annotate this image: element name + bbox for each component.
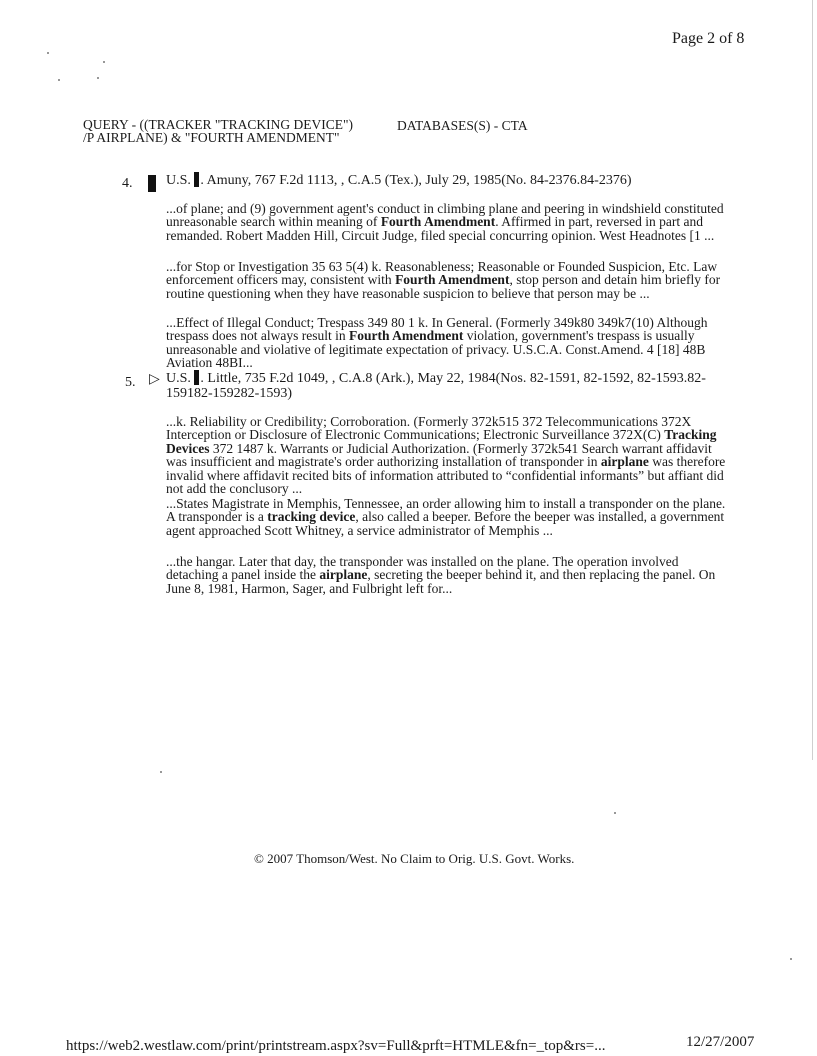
scan-speck [614, 812, 616, 814]
snippet-text: was therefore invalid where affidavit recited bits of information attributed to “confidential informants” but affiant did not add the conclusory ... [166, 454, 726, 497]
keyword-hit: Fourth Amendment [348, 328, 464, 344]
result-number: 4. [122, 176, 133, 191]
scan-speck [160, 771, 162, 773]
snippet-text: violation, government's trespass is usually unreasonable and violative of legitimate expectation of privacy. U.S.C.A. Const.Amend. 4 [18] 48B Aviation 48BI... [166, 328, 706, 371]
keyword-hit: airplane [319, 567, 368, 583]
snippet-text: , stop person and detain him briefly for routine questioning when they have reasonable suspicion to believe that person may be ... [166, 272, 721, 301]
keyword-hit: airplane [600, 454, 649, 470]
snippet-text: ...the hangar. Later that day, the transponder was installed on the plane. The operation involved detaching a panel inside the [166, 554, 679, 583]
keyword-hit: Fourth Amendment [395, 272, 510, 288]
snippet-text: ...of plane; and (9) government agent's conduct in climbing plane and peering in windshield constituted unreasonable search within meaning of [166, 201, 724, 230]
snippet-text: ...k. Reliability or Credibility; Corroboration. (Formerly 372k515 372 Telecommunications 372X Interception or Disclosure of Electronic Communications; Electronic Surveillance 372X(C) [166, 414, 692, 443]
result-citation-link[interactable] [166, 370, 721, 401]
result-number: 5. [125, 375, 136, 390]
red-flag-icon [148, 175, 156, 192]
snippet-text: , also called a beeper. Before the beeper was installed, a government agent approached Scott Whitney, a service administrator of Memphis ... [166, 509, 725, 538]
scan-speck [47, 52, 49, 54]
citation-prefix: U.S. [166, 371, 195, 386]
scan-speck [58, 79, 60, 81]
result-citation-link[interactable] [166, 172, 632, 188]
snippet-text: , secreting the beeper behind it, and then replacing the panel. On June 8, 1981, Harmon, Sager, and Fulbright left for... [166, 567, 716, 596]
scan-speck [97, 77, 99, 79]
keyword-hit: tracking device [267, 509, 356, 525]
result-snippet [166, 202, 726, 242]
result-snippet [166, 415, 726, 495]
citation-prefix: U.S. [166, 173, 195, 188]
snippet-text: ...Effect of Illegal Conduct; Trespass 349 80 1 k. In General. (Formerly 349k80 349k7(10) Although trespass does not always result in [166, 315, 708, 344]
redaction-block [194, 172, 199, 187]
copyright-notice: © 2007 Thomson/West. No Claim to Orig. U.S. Govt. Works. [254, 851, 575, 866]
snippet-text: 372 1487 k. Warrants or Judicial Authorization. (Formerly 372k541 Search warrant affidavit was insufficient and magistrate's order authorizing installation of transponder in [166, 440, 712, 470]
snippet-text: ...for Stop or Investigation 35 63 5(4) k. Reasonableness; Reasonable or Founded Suspicion, Etc. Law enforcement officers may, consistent with [166, 259, 718, 288]
search-query: QUERY - ((TRACKER "TRACKING DEVICE") /P AIRPLANE) & "FOURTH AMENDMENT" [83, 117, 353, 145]
redaction-block [194, 370, 199, 385]
keyword-hit: Tracking Devices [166, 427, 717, 456]
result-snippet [166, 316, 726, 370]
print-url: https://web2.westlaw.com/print/printstream.aspx?sv=Full&prft=HTMLE&fn=_top&rs=... [66, 1038, 606, 1054]
page-number: Page 2 of 8 [672, 30, 745, 47]
keyword-hit: Fourth Amendment [380, 214, 496, 230]
flag-outline-icon: ▷ [149, 372, 160, 387]
print-date: 12/27/2007 [686, 1034, 755, 1050]
snippet-text: ...States Magistrate in Memphis, Tennessee, an order allowing him to install a transponder on the plane. A transponder is a [166, 496, 726, 525]
citation-text: . Amuny, 767 F.2d 1113, , C.A.5 (Tex.), July 29, 1985(No. 84-2376.84-2376) [200, 173, 632, 188]
result-snippet [166, 497, 726, 537]
scan-edge-line [812, 0, 813, 760]
citation-text: . Little, 735 F.2d 1049, , C.A.8 (Ark.), May 22, 1984(Nos. 82-1591, 82-1592, 82-1593.82-159182-159282-1593) [166, 371, 706, 401]
result-snippet [166, 555, 726, 595]
snippet-text: . Affirmed in part, reversed in part and remanded. Robert Madden Hill, Circuit Judge, filed special concurring opinion. West Headnotes [1 ... [166, 214, 715, 243]
scan-speck [103, 61, 105, 63]
scan-speck [790, 958, 792, 960]
result-snippet [166, 260, 726, 300]
databases-label: DATABASES(S) - CTA [397, 118, 528, 133]
